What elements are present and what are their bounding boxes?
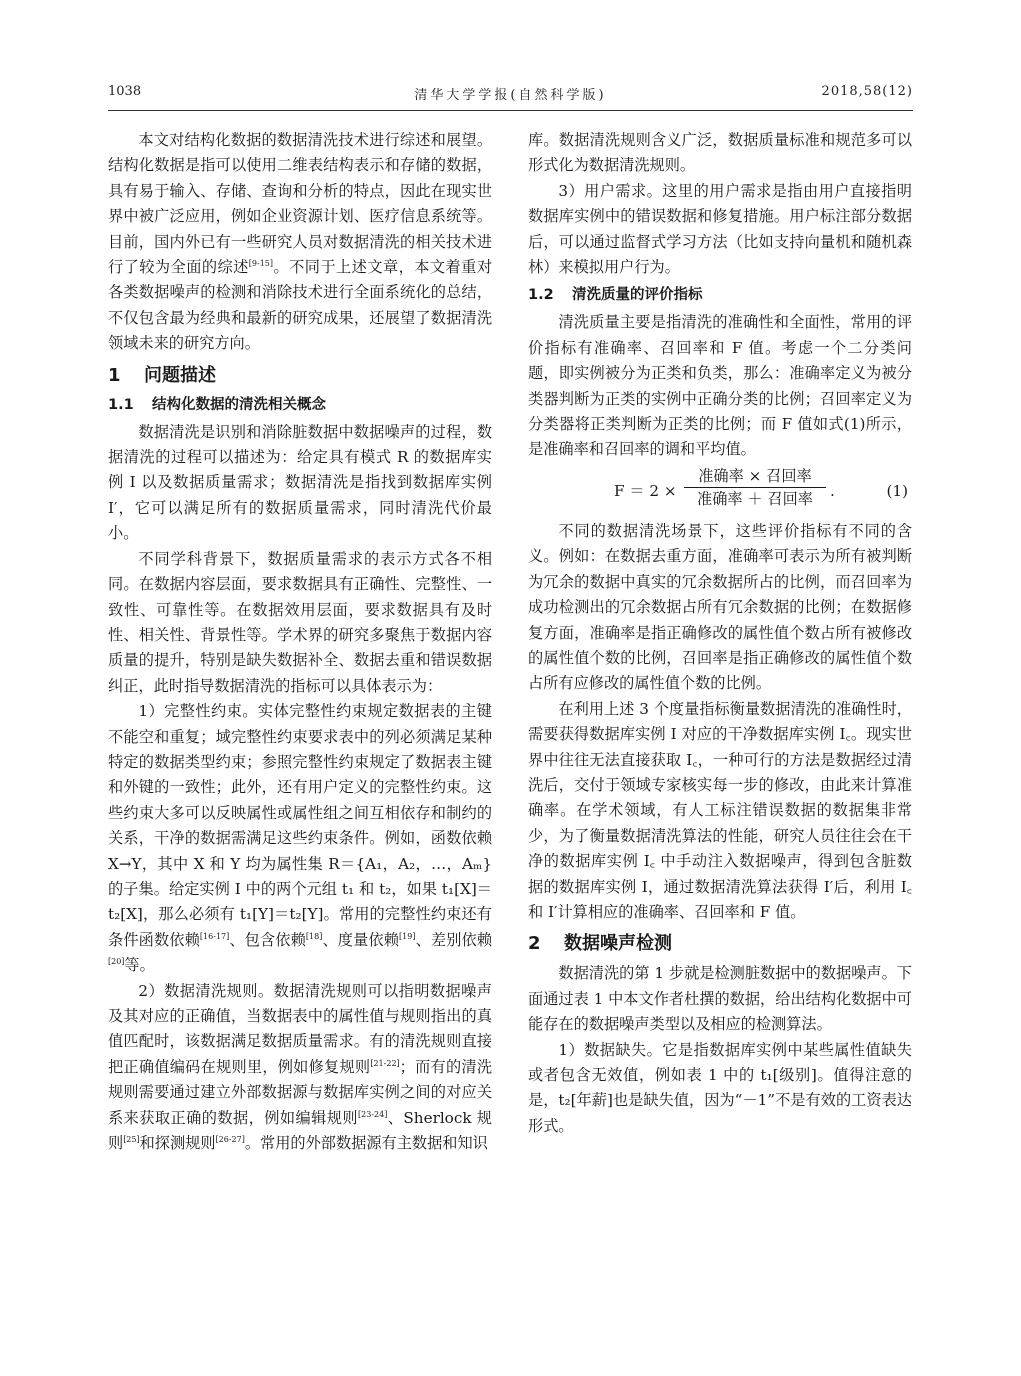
section-heading-1-2: 1.2 清洗质量的评价指标 xyxy=(528,287,703,304)
section-heading-2: 2 数据噪声检测 xyxy=(528,933,672,955)
citation: [21-22] xyxy=(370,1058,400,1068)
equation-number: (1) xyxy=(886,481,908,500)
integrity-constraint-paragraph: 1）完整性约束。实体完整性约束规定数据表的主键不能空和重复；域完整性约束要求表中的列必须满足某种特定的数据类型约束；参照完整性约束规定了数据表主键和外键的一致性；此外，还有用户定义的完整性约束。这些约束大多可以反映属性或属性组之间互相依存和制约的关系，干净的数据需满足这些约束条件。例如，函数依赖 X→Y，其中 X 和 Y 均为属性集 R＝{A₁，A₂，…，Aₘ}的子集。给定实例 I 中的两个元组 t₁ 和 t₂，如果 t₁[X]＝t₂[X]，那么必须有 t₁[Y]＝t₂[Y]。常用的完整性约束还有条件函数依赖[16-17]、包含依赖[18]、度量依赖[19]、差别依赖[20]等。 xyxy=(108,702,493,975)
left-column xyxy=(108,128,492,1156)
journal-name: 清华大学学报(自然科学版) xyxy=(414,88,607,103)
citation: [26-27] xyxy=(215,1134,245,1144)
formula-denominator: 准确率 ＋ 召回率 xyxy=(697,489,813,508)
intro-paragraph: 本文对结构化数据的数据清洗技术进行综述和展望。结构化数据是指可以使用二维表结构表示和存储的数据，具有易于输入、存储、查询和分析的特点，因此在现实世界中被广泛应用，例如企业资源计划、医疗信息系统等。目前，国内外已有一些研究人员对数据清洗的相关技术进行了较为全面的综述[9-15]。不同于上述文章，本文着重对各类数据噪声的检测和消除技术进行全面系统化的总结，不仅包含最为经典和最新的研究成果，还展望了数据清洗领域未来的研究方向。 xyxy=(108,131,493,353)
citation: [25] xyxy=(123,1134,140,1144)
scenario-paragraph: 不同的数据清洗场景下，这些评价指标有不同的含义。例如：在数据去重方面，准确率可表示为所有被判断为冗余的数据中真实的冗余数据所占的比例，而召回率为成功检测出的冗余数据占所有冗余数据的比例；在数据修复方面，准确率是指正确修改的属性值个数占所有被修改的属性值个数的比例，召回率是指正确修改的属性值个数占所有应修改的属性值个数的比例。 xyxy=(528,521,912,693)
formula-fraction xyxy=(684,465,826,510)
cleaning-rule-paragraph: 2）数据清洗规则。数据清洗规则可以指明数据噪声及其对应的正确值，当数据表中的属性值与规则指出的真值匹配时，该数据满足数据质量需求。有的清洗规则直接把正确值编码在规则里，例如修复规则[21-22]；而有的清洗规则需要通过建立外部数据源与数据库实例之间的对应关系来获取正确的数据，例如编辑规则[23-24]、Sherlock 规则[25]和探测规则[26-27]。常用的外部数据源有主数据和知识 xyxy=(108,981,493,1153)
missing-data-paragraph: 1）数据缺失。它是指数据库实例中某些属性值缺失或者包含无效值，例如表 1 中的 t₁[级别]。值得注意的是，t₂[年薪]也是缺失值，因为“－1”不是有效的工资表达形式。 xyxy=(528,1040,912,1135)
page-number: 1038 xyxy=(108,84,142,99)
detection-intro-paragraph: 数据清洗的第 1 步就是检测脏数据中的数据噪声。下面通过表 1 中本文作者杜撰的数据，给出结构化数据中可能存在的数据噪声类型以及相应的检测算法。 xyxy=(528,964,912,1034)
citation: [9-15] xyxy=(248,258,274,268)
right-column xyxy=(528,128,912,1139)
formula-lhs: F ＝ 2 × xyxy=(614,481,677,500)
running-header xyxy=(108,84,913,106)
ground-truth-paragraph: 在利用上述 3 个度量指标衡量数据清洗的准确性时，需要获得数据库实例 I 对应的干净数据库实例 I꜀。现实世界中往往无法直接获取 I꜀，一种可行的方法是数据经过清洗后，交付于领域专家核实每一步的修改，由此来计算准确率。在学术领域，有人工标注错误数据的数据集非常少，为了衡量数据清洗算法的性能，研究人员往往会在干净的数据库实例 I꜀ 中手动注入数据噪声，得到包含脏数据的数据库实例 I，通过数据清洗算法获得 I′后，利用 I꜀ 和 I′计算相应的准确率、召回率和 F 值。 xyxy=(528,699,912,921)
formula-period: . xyxy=(830,481,835,500)
citation: [23-24] xyxy=(358,1109,388,1119)
continued-paragraph: 库。数据清洗规则含义广泛，数据质量标准和规范多可以形式化为数据清洗规则。 xyxy=(528,131,912,175)
metrics-paragraph: 清洗质量主要是指清洗的准确性和全面性，常用的评价指标有准确率、召回率和 F 值。考虑一个二分类问题，即实例被分为正类和负类，那么：准确率定义为被分类器判断为正类的实例中正确分类的比例；召回率定义为分类器将正类判断为正类的比例；而 F 值如式(1)所示，是准确率和召回率的调和平均值。 xyxy=(528,313,912,459)
citation: [19] xyxy=(399,931,416,941)
citation: [20] xyxy=(108,957,125,967)
f-score-formula xyxy=(528,465,912,515)
definition-paragraph: 数据清洗是识别和消除脏数据中数据噪声的过程，数据清洗的过程可以描述为：给定具有模式 R 的数据库实例 I 以及数据质量需求；数据清洗是指找到数据库实例 I′，它可以满足所有的数据质量需求，同时清洗代价最小。 xyxy=(108,422,492,543)
quality-requirement-paragraph: 不同学科背景下，数据质量需求的表示方式各不相同。在数据内容层面，要求数据具有正确性、完整性、一致性、可靠性等。在数据效用层面，要求数据具有及时性、相关性、背景性等。学术界的研究多聚焦于数据内容质量的提升，特别是缺失数据补全、数据去重和错误数据纠正，此时指导数据清洗的指标可以具体表示为： xyxy=(108,549,492,695)
header-rule xyxy=(108,110,913,111)
section-heading-1-1: 1.1 结构化数据的清洗相关概念 xyxy=(108,396,326,413)
user-requirement-paragraph: 3）用户需求。这里的用户需求是指由用户直接指明数据库实例中的错误数据和修复措施。用户标注部分数据后，可以通过监督式学习方法（比如支持向量机和随机森林）来模拟用户行为。 xyxy=(528,181,912,277)
citation: [18] xyxy=(305,931,323,941)
formula-numerator: 准确率 × 召回率 xyxy=(684,465,826,488)
issue-info: 2018,58(12) xyxy=(821,84,913,99)
citation: [16-17] xyxy=(199,931,230,941)
section-heading-1: 1 问题描述 xyxy=(108,364,216,386)
